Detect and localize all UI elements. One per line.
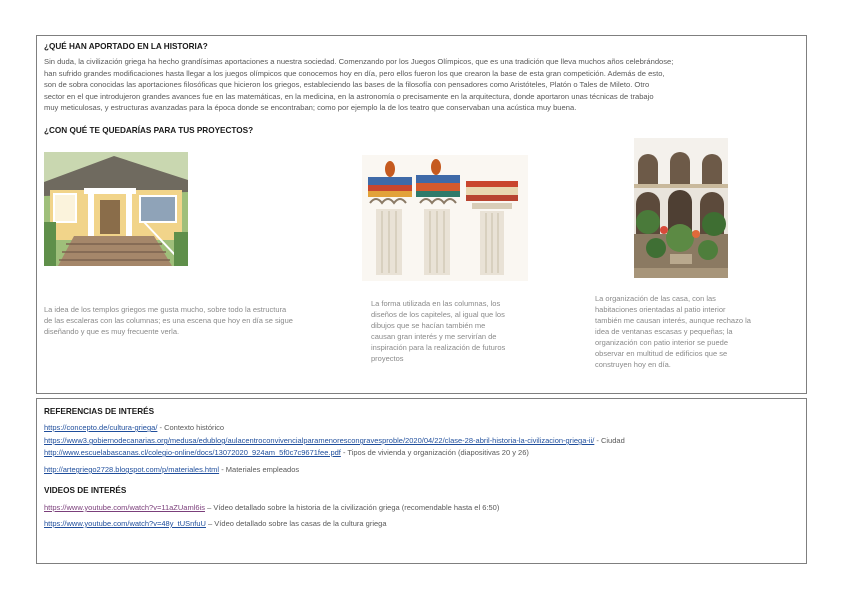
reference-item [44, 436, 625, 445]
caption-columns [371, 298, 505, 364]
caption-temples [44, 304, 293, 337]
caption-courtyard [595, 293, 751, 370]
caption-line: de las escaleras con las columnas; es una escena que hoy en día se sigue [44, 316, 293, 325]
reference-link[interactable]: http://artegriego2728.blogspot.com/p/materiales.html [44, 465, 220, 474]
video-note: – Vídeo detallado sobre la historia de la civilización griega (recomendable hasta el 6:50) [204, 503, 500, 512]
courtyard-patio-photo [634, 138, 728, 278]
reference-note: - Tipos de vivienda y organización (diapositivas 20 y 26) [340, 448, 529, 457]
caption-line: causan gran interés y me servirían de [371, 332, 497, 341]
reference-link[interactable]: https://www3.gobiernodecanarias.org/medusa/edublog/aulacentroconvivencialparamenorescongravesproble/2020/04/22/clase-28-abril-historia-la-civilizacion-griega-ii/ [44, 436, 595, 445]
greek-capitals-illustration [362, 155, 528, 281]
paragraph-line: son de sobra conocidas las aportaciones filosóficas que hicieron los griegos, estableciendo las bases de la filosofía con pensadores como Aristóteles, Platón o Tales de Mileto. Otro [44, 80, 650, 89]
paragraph-line: muy meticulosas, y estructuras avanzadas para la época donde se encontraban; como por ejemplo la de los teatro que conservaban una acústica muy buena. [44, 103, 577, 112]
caption-line: dibujos que se hacían también me [371, 321, 486, 330]
video-link[interactable]: https://www.youtube.com/watch?v=11aZUaml6is [44, 503, 205, 512]
video-item [44, 519, 387, 528]
caption-line: inspiración para la realización de futuros [371, 343, 506, 352]
caption-line: La forma utilizada en las columnas, los [371, 299, 501, 308]
caption-line: La organización de las casa, con las [595, 294, 716, 303]
paragraph-line: han sufrido grandes modificaciones hasta llegar a los juegos olímpicos que conocemos hoy en día, pero ellos fueron los que crearon la base de esta gran competición. Además de esto, [44, 68, 665, 78]
video-link[interactable]: https://www.youtube.com/watch?v=48y_tUSnfuU [44, 519, 206, 528]
video-item [44, 503, 499, 512]
caption-line: habitaciones orientadas al patio interior [595, 305, 726, 314]
video-note: – Vídeo detallado sobre las casas de la cultura griega [205, 519, 387, 528]
caption-line: idea de ventanas escasas y pequeñas; la [595, 327, 733, 336]
caption-line: proyectos [371, 354, 404, 363]
references-heading: REFERENCIAS DE INTERÉS [44, 407, 155, 416]
reference-item [44, 465, 299, 474]
caption-line: La idea de los templos griegos me gusta mucho, sobre todo la estructura [44, 305, 287, 314]
reference-note: - Materiales empleados [219, 465, 300, 474]
caption-line: diseñando y que es muy frecuente verla. [44, 327, 180, 336]
caption-line: también me causan interés, aunque rechazo la [595, 316, 751, 325]
reference-item [44, 423, 224, 432]
reference-item [44, 448, 529, 457]
paragraph-line: sector en el que introdujeron grandes avances fue en las matemáticas, en la medicina, en la astronomía o precisamente en la arquitectura, donde aportaron unas técnicas de trabajo [44, 91, 654, 101]
videos-heading: VIDEOS DE INTERÉS [44, 486, 127, 495]
caption-line: construyen hoy en día. [595, 360, 671, 369]
history-heading: ¿QUÉ HAN APORTADO EN LA HISTORIA? [44, 42, 208, 51]
caption-line: organización con patio interior se puede [595, 338, 729, 347]
reference-link[interactable]: http://www.escuelabascanas.cl/colegio-online/docs/13072020_924am_5f0c7c9671fee.pdf [44, 448, 341, 457]
paragraph-line: Sin duda, la civilización griega ha hecho grandísimas aportaciones a nuestra sociedad. Comenzando por los Juegos Olímpicos, que es una tradición que lleva muchos años celebrándose; [44, 57, 674, 66]
projects-heading: ¿CON QUÉ TE QUEDARÍAS PARA TUS PROYECTOS? [44, 126, 254, 135]
history-paragraph [44, 56, 800, 114]
caption-line: diseños de los capiteles, al igual que los [371, 310, 505, 319]
caption-line: observar en multitud de edificios que se [595, 349, 728, 358]
reference-note: - Contexto histórico [157, 423, 225, 432]
porch-house-photo [44, 152, 188, 266]
reference-note: - Ciudad [594, 436, 625, 445]
reference-link[interactable]: https://concepto.de/cultura-griega/ [44, 423, 158, 432]
